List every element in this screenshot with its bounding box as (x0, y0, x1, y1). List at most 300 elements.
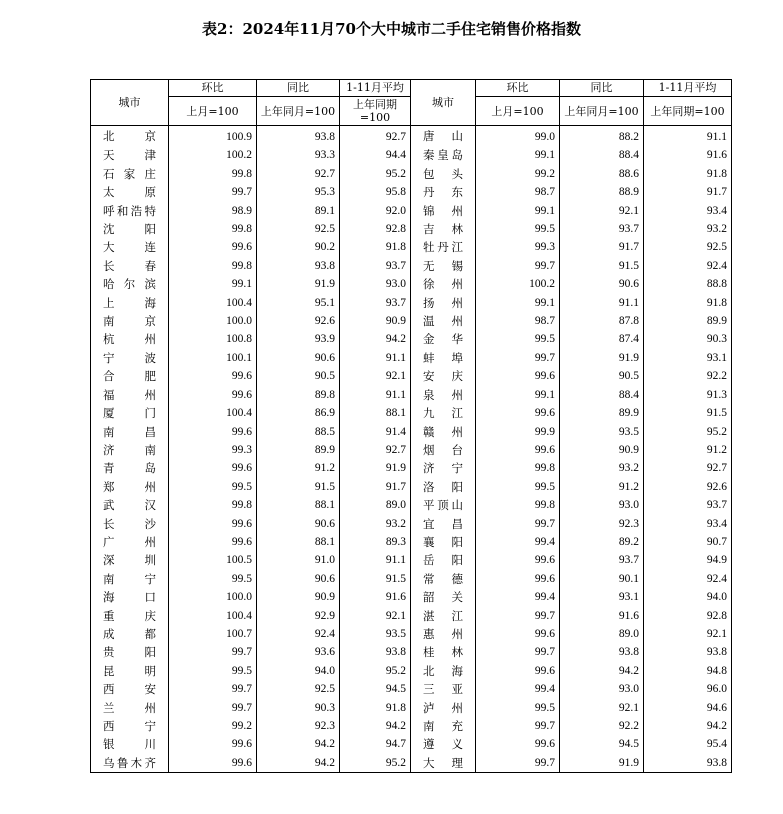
avg-value-right: 92.4 (644, 257, 732, 275)
avg-value-right: 94.2 (644, 717, 732, 735)
mom-value-left: 99.6 (169, 238, 257, 256)
city-name-right: 宜昌 (411, 515, 476, 533)
avg-value-right: 92.5 (644, 238, 732, 256)
avg-value-left: 91.6 (340, 588, 411, 606)
city-name-left: 宁波 (91, 349, 169, 367)
mom-value-right: 99.6 (476, 735, 560, 753)
table-row (91, 699, 732, 717)
mom-value-right: 99.1 (476, 386, 560, 404)
city-name-left: 石家庄 (91, 165, 169, 183)
avg-value-left: 95.8 (340, 183, 411, 201)
city-name-right: 南充 (411, 717, 476, 735)
mom-value-left: 99.7 (169, 680, 257, 698)
avg-value-left: 91.5 (340, 570, 411, 588)
yoy-value-right: 91.7 (560, 238, 644, 256)
city-name-left: 南昌 (91, 423, 169, 441)
city-name-left: 乌鲁木齐 (91, 754, 169, 773)
city-name-right: 温州 (411, 312, 476, 330)
mom-value-left: 99.5 (169, 662, 257, 680)
mom-value-right: 99.7 (476, 717, 560, 735)
avg-value-left: 93.2 (340, 515, 411, 533)
city-name-right: 秦皇岛 (411, 146, 476, 164)
avg-value-right: 93.8 (644, 643, 732, 661)
base-mom-left: 上月=100 (169, 97, 257, 126)
yoy-value-left: 93.9 (257, 330, 340, 348)
base-avg-right: 上年同期=100 (644, 97, 732, 126)
mom-value-right: 99.6 (476, 662, 560, 680)
mom-value-left: 100.4 (169, 404, 257, 422)
yoy-value-left: 92.9 (257, 607, 340, 625)
yoy-value-left: 95.3 (257, 183, 340, 201)
table-row (91, 386, 732, 404)
yoy-value-right: 93.7 (560, 220, 644, 238)
city-name-right: 金华 (411, 330, 476, 348)
mom-value-right: 99.2 (476, 165, 560, 183)
table-row (91, 202, 732, 220)
table-row (91, 330, 732, 348)
mom-value-right: 99.7 (476, 754, 560, 773)
city-name-right: 惠州 (411, 625, 476, 643)
avg-value-right: 95.4 (644, 735, 732, 753)
yoy-value-right: 88.4 (560, 146, 644, 164)
yoy-value-right: 90.5 (560, 367, 644, 385)
yoy-value-right: 92.3 (560, 515, 644, 533)
avg-value-right: 94.0 (644, 588, 732, 606)
avg-value-right: 91.1 (644, 126, 732, 147)
yoy-value-left: 86.9 (257, 404, 340, 422)
avg-value-left: 94.4 (340, 146, 411, 164)
city-name-right: 常德 (411, 570, 476, 588)
mom-value-right: 98.7 (476, 312, 560, 330)
mom-value-right: 99.1 (476, 146, 560, 164)
mom-value-left: 99.6 (169, 735, 257, 753)
yoy-value-right: 92.1 (560, 699, 644, 717)
city-name-left: 长春 (91, 257, 169, 275)
table-row (91, 275, 732, 293)
avg-value-right: 92.1 (644, 625, 732, 643)
city-name-left: 南宁 (91, 570, 169, 588)
mom-value-left: 100.1 (169, 349, 257, 367)
yoy-value-left: 89.1 (257, 202, 340, 220)
city-name-left: 上海 (91, 294, 169, 312)
table-row (91, 570, 732, 588)
city-name-left: 济南 (91, 441, 169, 459)
yoy-value-left: 88.1 (257, 496, 340, 514)
avg-value-left: 88.1 (340, 404, 411, 422)
yoy-value-right: 94.5 (560, 735, 644, 753)
city-name-left: 北京 (91, 126, 169, 147)
mom-value-right: 99.9 (476, 423, 560, 441)
col-header-mom-left: 环比 (169, 80, 257, 97)
avg-value-right: 94.8 (644, 662, 732, 680)
mom-value-left: 99.7 (169, 643, 257, 661)
mom-value-left: 99.2 (169, 717, 257, 735)
yoy-value-left: 92.3 (257, 717, 340, 735)
yoy-value-right: 93.8 (560, 643, 644, 661)
city-name-right: 九江 (411, 404, 476, 422)
mom-value-right: 99.1 (476, 202, 560, 220)
city-name-left: 西安 (91, 680, 169, 698)
city-name-right: 蚌埠 (411, 349, 476, 367)
city-name-left: 大连 (91, 238, 169, 256)
avg-value-left: 94.2 (340, 330, 411, 348)
city-name-left: 太原 (91, 183, 169, 201)
avg-value-left: 91.4 (340, 423, 411, 441)
city-name-right: 岳阳 (411, 551, 476, 569)
mom-value-right: 99.5 (476, 699, 560, 717)
yoy-value-left: 92.7 (257, 165, 340, 183)
yoy-value-right: 92.1 (560, 202, 644, 220)
mom-value-left: 99.8 (169, 220, 257, 238)
city-name-right: 桂林 (411, 643, 476, 661)
yoy-value-right: 88.2 (560, 126, 644, 147)
yoy-value-right: 93.5 (560, 423, 644, 441)
yoy-value-left: 90.5 (257, 367, 340, 385)
yoy-value-left: 93.3 (257, 146, 340, 164)
city-name-left: 沈阳 (91, 220, 169, 238)
mom-value-left: 99.8 (169, 496, 257, 514)
avg-value-left: 93.5 (340, 625, 411, 643)
yoy-value-right: 93.1 (560, 588, 644, 606)
mom-value-left: 99.7 (169, 699, 257, 717)
table-row (91, 533, 732, 551)
yoy-value-right: 90.1 (560, 570, 644, 588)
avg-value-right: 92.7 (644, 459, 732, 477)
avg-value-left: 92.1 (340, 367, 411, 385)
avg-value-right: 93.1 (644, 349, 732, 367)
mom-value-left: 100.4 (169, 607, 257, 625)
mom-value-right: 99.6 (476, 551, 560, 569)
table-row (91, 588, 732, 606)
avg-value-left: 92.7 (340, 126, 411, 147)
mom-value-left: 99.6 (169, 386, 257, 404)
mom-value-left: 99.7 (169, 183, 257, 201)
city-name-left: 呼和浩特 (91, 202, 169, 220)
mom-value-right: 99.4 (476, 588, 560, 606)
city-name-right: 襄阳 (411, 533, 476, 551)
table-row (91, 146, 732, 164)
yoy-value-left: 89.8 (257, 386, 340, 404)
avg-value-left: 93.0 (340, 275, 411, 293)
yoy-value-left: 90.9 (257, 588, 340, 606)
city-name-left: 贵阳 (91, 643, 169, 661)
base-mom-right: 上月=100 (476, 97, 560, 126)
city-name-left: 武汉 (91, 496, 169, 514)
avg-value-right: 91.7 (644, 183, 732, 201)
city-name-left: 西宁 (91, 717, 169, 735)
avg-value-left: 91.1 (340, 386, 411, 404)
col-header-city-left: 城市 (91, 80, 169, 126)
avg-value-right: 91.6 (644, 146, 732, 164)
city-name-left: 厦门 (91, 404, 169, 422)
city-name-right: 济宁 (411, 459, 476, 477)
avg-value-left: 94.5 (340, 680, 411, 698)
avg-value-right: 93.8 (644, 754, 732, 773)
city-name-right: 三亚 (411, 680, 476, 698)
table-row (91, 625, 732, 643)
table-row (91, 220, 732, 238)
yoy-value-left: 93.6 (257, 643, 340, 661)
yoy-value-left: 93.8 (257, 257, 340, 275)
avg-value-left: 91.1 (340, 349, 411, 367)
avg-value-right: 96.0 (644, 680, 732, 698)
mom-value-right: 99.6 (476, 367, 560, 385)
yoy-value-right: 91.9 (560, 349, 644, 367)
avg-value-left: 94.2 (340, 717, 411, 735)
table-row (91, 126, 732, 147)
table-row (91, 404, 732, 422)
mom-value-left: 100.5 (169, 551, 257, 569)
city-name-left: 哈尔滨 (91, 275, 169, 293)
table-row (91, 662, 732, 680)
yoy-value-right: 87.8 (560, 312, 644, 330)
yoy-value-left: 90.3 (257, 699, 340, 717)
city-name-right: 无锡 (411, 257, 476, 275)
mom-value-left: 99.8 (169, 257, 257, 275)
mom-value-right: 99.4 (476, 680, 560, 698)
mom-value-right: 99.6 (476, 441, 560, 459)
city-name-right: 赣州 (411, 423, 476, 441)
mom-value-left: 99.6 (169, 459, 257, 477)
yoy-value-left: 88.1 (257, 533, 340, 551)
city-name-right: 平顶山 (411, 496, 476, 514)
mom-value-right: 99.4 (476, 533, 560, 551)
yoy-value-right: 93.7 (560, 551, 644, 569)
yoy-value-right: 93.0 (560, 680, 644, 698)
city-name-left: 福州 (91, 386, 169, 404)
table-row (91, 349, 732, 367)
mom-value-left: 99.8 (169, 165, 257, 183)
yoy-value-right: 93.2 (560, 459, 644, 477)
mom-value-left: 100.4 (169, 294, 257, 312)
table-row (91, 478, 732, 496)
avg-value-left: 91.7 (340, 478, 411, 496)
mom-value-right: 99.6 (476, 570, 560, 588)
city-name-right: 包头 (411, 165, 476, 183)
mom-value-right: 99.8 (476, 496, 560, 514)
mom-value-right: 98.7 (476, 183, 560, 201)
avg-value-right: 91.8 (644, 294, 732, 312)
table-row (91, 238, 732, 256)
yoy-value-right: 91.1 (560, 294, 644, 312)
yoy-value-left: 90.2 (257, 238, 340, 256)
avg-value-left: 94.7 (340, 735, 411, 753)
city-name-right: 北海 (411, 662, 476, 680)
yoy-value-left: 92.6 (257, 312, 340, 330)
avg-value-left: 95.2 (340, 165, 411, 183)
avg-value-right: 92.4 (644, 570, 732, 588)
mom-value-left: 99.6 (169, 367, 257, 385)
mom-value-right: 99.0 (476, 126, 560, 147)
city-name-left: 成都 (91, 625, 169, 643)
table-body (91, 126, 732, 773)
yoy-value-right: 88.4 (560, 386, 644, 404)
mom-value-right: 99.7 (476, 643, 560, 661)
avg-value-right: 92.6 (644, 478, 732, 496)
avg-value-right: 91.8 (644, 165, 732, 183)
avg-value-left: 92.8 (340, 220, 411, 238)
avg-value-left: 95.2 (340, 754, 411, 773)
avg-value-left: 93.7 (340, 294, 411, 312)
city-name-left: 海口 (91, 588, 169, 606)
mom-value-right: 99.7 (476, 257, 560, 275)
mom-value-right: 99.6 (476, 404, 560, 422)
base-avg-left: 上年同期=100 (340, 97, 411, 126)
yoy-value-left: 93.8 (257, 126, 340, 147)
avg-value-left: 93.8 (340, 643, 411, 661)
table-row (91, 423, 732, 441)
table-row (91, 496, 732, 514)
table-row (91, 680, 732, 698)
mom-value-right: 99.7 (476, 515, 560, 533)
city-name-left: 重庆 (91, 607, 169, 625)
table-row (91, 294, 732, 312)
avg-value-right: 90.3 (644, 330, 732, 348)
city-name-left: 深圳 (91, 551, 169, 569)
mom-value-left: 98.9 (169, 202, 257, 220)
mom-value-right: 99.3 (476, 238, 560, 256)
yoy-value-left: 88.5 (257, 423, 340, 441)
table-row (91, 551, 732, 569)
table-row (91, 441, 732, 459)
header-row-1 (91, 80, 732, 97)
yoy-value-right: 93.0 (560, 496, 644, 514)
yoy-value-left: 91.5 (257, 478, 340, 496)
avg-value-left: 93.7 (340, 257, 411, 275)
avg-value-left: 90.9 (340, 312, 411, 330)
city-name-right: 唐山 (411, 126, 476, 147)
city-name-right: 安庆 (411, 367, 476, 385)
mom-value-left: 100.7 (169, 625, 257, 643)
yoy-value-right: 88.6 (560, 165, 644, 183)
mom-value-left: 99.1 (169, 275, 257, 293)
mom-value-right: 99.7 (476, 607, 560, 625)
table-row (91, 735, 732, 753)
yoy-value-right: 89.2 (560, 533, 644, 551)
col-header-yoy-right: 同比 (560, 80, 644, 97)
mom-value-left: 100.9 (169, 126, 257, 147)
table-row (91, 183, 732, 201)
city-name-right: 泸州 (411, 699, 476, 717)
avg-value-left: 91.8 (340, 238, 411, 256)
mom-value-right: 99.7 (476, 349, 560, 367)
city-name-right: 扬州 (411, 294, 476, 312)
yoy-value-right: 90.9 (560, 441, 644, 459)
mom-value-right: 99.8 (476, 459, 560, 477)
city-name-left: 郑州 (91, 478, 169, 496)
mom-value-right: 99.1 (476, 294, 560, 312)
col-header-avg-right: 1-11月平均 (644, 80, 732, 97)
city-name-right: 牡丹江 (411, 238, 476, 256)
mom-value-left: 99.6 (169, 754, 257, 773)
city-name-left: 昆明 (91, 662, 169, 680)
city-name-left: 杭州 (91, 330, 169, 348)
city-name-left: 天津 (91, 146, 169, 164)
avg-value-right: 93.7 (644, 496, 732, 514)
yoy-value-left: 90.6 (257, 515, 340, 533)
table-row (91, 165, 732, 183)
city-name-right: 泉州 (411, 386, 476, 404)
yoy-value-left: 90.6 (257, 349, 340, 367)
city-name-left: 合肥 (91, 367, 169, 385)
city-name-right: 韶关 (411, 588, 476, 606)
mom-value-right: 99.5 (476, 478, 560, 496)
yoy-value-right: 91.5 (560, 257, 644, 275)
yoy-value-right: 92.2 (560, 717, 644, 735)
yoy-value-left: 91.2 (257, 459, 340, 477)
base-yoy-left: 上年同月=100 (257, 97, 340, 126)
avg-value-right: 90.7 (644, 533, 732, 551)
table-row (91, 607, 732, 625)
avg-value-right: 95.2 (644, 423, 732, 441)
yoy-value-left: 91.0 (257, 551, 340, 569)
yoy-value-right: 91.2 (560, 478, 644, 496)
avg-value-left: 91.1 (340, 551, 411, 569)
mom-value-left: 100.0 (169, 588, 257, 606)
city-name-left: 青岛 (91, 459, 169, 477)
table-row (91, 754, 732, 773)
city-name-right: 徐州 (411, 275, 476, 293)
avg-value-right: 92.8 (644, 607, 732, 625)
page-title: 表2：2024年11月70个大中城市二手住宅销售价格指数 (202, 20, 581, 38)
yoy-value-right: 89.9 (560, 404, 644, 422)
mom-value-right: 99.5 (476, 220, 560, 238)
table-row (91, 312, 732, 330)
col-header-city-right: 城市 (411, 80, 476, 126)
mom-value-left: 99.5 (169, 478, 257, 496)
table-row (91, 367, 732, 385)
yoy-value-right: 88.9 (560, 183, 644, 201)
city-name-right: 丹东 (411, 183, 476, 201)
yoy-value-left: 94.0 (257, 662, 340, 680)
yoy-value-right: 89.0 (560, 625, 644, 643)
avg-value-right: 93.2 (644, 220, 732, 238)
col-header-mom-right: 环比 (476, 80, 560, 97)
yoy-value-left: 92.4 (257, 625, 340, 643)
mom-value-left: 99.6 (169, 533, 257, 551)
yoy-value-right: 90.6 (560, 275, 644, 293)
city-name-left: 银川 (91, 735, 169, 753)
table-row (91, 257, 732, 275)
mom-value-right: 99.6 (476, 625, 560, 643)
yoy-value-right: 94.2 (560, 662, 644, 680)
avg-value-left: 92.0 (340, 202, 411, 220)
city-name-left: 兰州 (91, 699, 169, 717)
base-yoy-right: 上年同月=100 (560, 97, 644, 126)
avg-value-right: 91.3 (644, 386, 732, 404)
avg-value-right: 94.9 (644, 551, 732, 569)
avg-value-left: 95.2 (340, 662, 411, 680)
city-name-left: 广州 (91, 533, 169, 551)
mom-value-left: 99.6 (169, 515, 257, 533)
table-row (91, 717, 732, 735)
yoy-value-left: 92.5 (257, 220, 340, 238)
price-index-table (90, 79, 732, 773)
city-name-right: 洛阳 (411, 478, 476, 496)
yoy-value-left: 95.1 (257, 294, 340, 312)
yoy-value-right: 87.4 (560, 330, 644, 348)
avg-value-right: 88.8 (644, 275, 732, 293)
city-name-right: 湛江 (411, 607, 476, 625)
avg-value-right: 93.4 (644, 515, 732, 533)
avg-value-left: 89.0 (340, 496, 411, 514)
mom-value-left: 99.6 (169, 423, 257, 441)
yoy-value-left: 89.9 (257, 441, 340, 459)
avg-value-right: 93.4 (644, 202, 732, 220)
city-name-right: 大理 (411, 754, 476, 773)
avg-value-left: 91.8 (340, 699, 411, 717)
mom-value-left: 100.0 (169, 312, 257, 330)
